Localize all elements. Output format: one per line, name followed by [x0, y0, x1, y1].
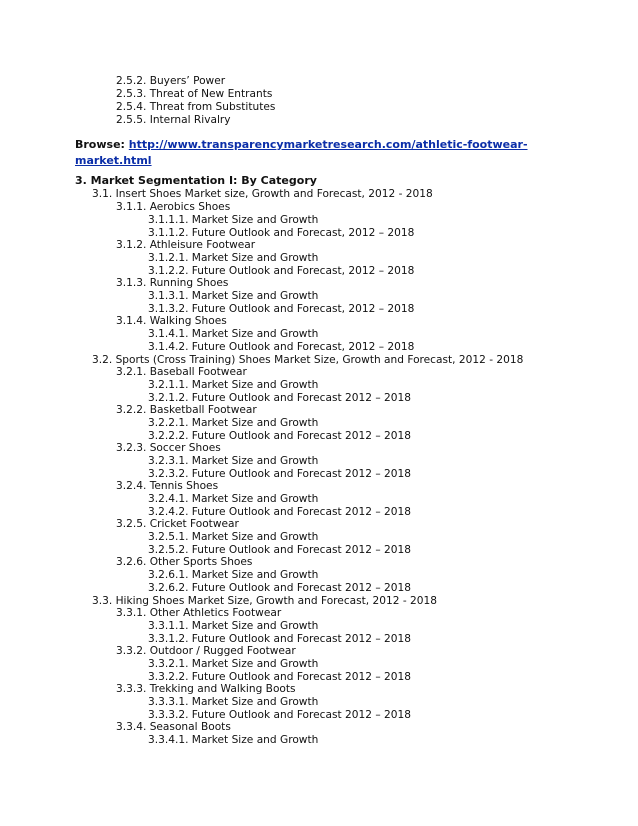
toc-entry: 3.1.3.1. Market Size and Growth: [148, 290, 319, 302]
toc-entry-2-5-4: 2.5.4. Threat from Substitutes: [116, 101, 276, 113]
toc-entry: 3.1.2. Athleisure Footwear: [116, 239, 256, 251]
toc-entry: 3.2.5. Cricket Footwear: [116, 518, 239, 530]
toc-entry-2-5-5: 2.5.5. Internal Rivalry: [116, 114, 231, 126]
toc-entry: 3.3. Hiking Shoes Market Size, Growth and Forecast, 2012 - 2018: [92, 595, 438, 607]
toc-entry: 3.2.3. Soccer Shoes: [116, 442, 221, 454]
toc-entry: 3.2.4. Tennis Shoes: [116, 480, 219, 492]
toc-entry: 3.1.2.1. Market Size and Growth: [148, 252, 319, 264]
toc-entry: 3.1.3. Running Shoes: [116, 277, 229, 289]
toc-entry: 3.2.5.2. Future Outlook and Forecast 2012 – 2018: [148, 544, 411, 556]
toc-entry: 3.1.4.1. Market Size and Growth: [148, 328, 319, 340]
toc-entry-2-5-3: 2.5.3. Threat of New Entrants: [116, 88, 273, 100]
toc-entry: 3.1.3.2. Future Outlook and Forecast, 2012 – 2018: [148, 303, 415, 315]
section-heading: 3. Market Segmentation I: By Category: [75, 174, 317, 187]
toc-entry: 3.1.4.2. Future Outlook and Forecast, 2012 – 2018: [148, 341, 415, 353]
toc-entry: 3.2.3.1. Market Size and Growth: [148, 455, 319, 467]
toc-entry: 3.2.2.2. Future Outlook and Forecast 2012 – 2018: [148, 430, 411, 442]
toc-entry: 3.2.4.1. Market Size and Growth: [148, 493, 319, 505]
toc-entry: 3.1.1.1. Market Size and Growth: [148, 214, 319, 226]
toc-entry: 3.2.6.2. Future Outlook and Forecast 2012 – 2018: [148, 582, 411, 594]
toc-entry: 3.3.1.1. Market Size and Growth: [148, 620, 319, 632]
browse-paragraph: [75, 137, 555, 169]
toc-entry: 3.2.1.2. Future Outlook and Forecast 2012 – 2018: [148, 392, 411, 404]
toc-entry: 3.3.3.2. Future Outlook and Forecast 2012 – 2018: [148, 709, 411, 721]
toc-entry: 3.2.5.1. Market Size and Growth: [148, 531, 319, 543]
toc-entry: 3.3.1. Other Athletics Footwear: [116, 607, 282, 619]
toc-entry: 3.1.2.2. Future Outlook and Forecast, 2012 – 2018: [148, 265, 415, 277]
toc-entry: 3.2.2. Basketball Footwear: [116, 404, 257, 416]
browse-link[interactable]: http://www.transparencymarketresearch.com/athletic-footwear-market.html: [75, 138, 528, 167]
toc-entry: 3.3.2.1. Market Size and Growth: [148, 658, 319, 670]
toc-entry: 3.3.3. Trekking and Walking Boots: [116, 683, 296, 695]
browse-label: Browse:: [75, 138, 125, 151]
toc-entry: 3.1.1.2. Future Outlook and Forecast, 2012 – 2018: [148, 227, 415, 239]
toc-entry: 3.3.2. Outdoor / Rugged Footwear: [116, 645, 296, 657]
toc-entry: 3.3.4. Seasonal Boots: [116, 721, 231, 733]
toc-entry: 3.2. Sports (Cross Training) Shoes Market Size, Growth and Forecast, 2012 - 2018: [92, 354, 524, 366]
toc-entry: 3.3.4.1. Market Size and Growth: [148, 734, 319, 746]
toc-entry: 3.1.4. Walking Shoes: [116, 315, 227, 327]
toc-entry: 3.1.1. Aerobics Shoes: [116, 201, 231, 213]
toc-entry: 3.3.2.2. Future Outlook and Forecast 2012 – 2018: [148, 671, 411, 683]
toc-entry: 3.2.3.2. Future Outlook and Forecast 2012 – 2018: [148, 468, 411, 480]
toc-entry: 3.2.1.1. Market Size and Growth: [148, 379, 319, 391]
toc-entry: 3.2.2.1. Market Size and Growth: [148, 417, 319, 429]
toc-entry: 3.2.1. Baseball Footwear: [116, 366, 247, 378]
toc-entry: 3.2.6. Other Sports Shoes: [116, 556, 253, 568]
toc-entry: 3.1. Insert Shoes Market size, Growth and Forecast, 2012 - 2018: [92, 188, 433, 200]
toc-entry: 3.2.6.1. Market Size and Growth: [148, 569, 319, 581]
toc-entry-2-5-2: 2.5.2. Buyers’ Power: [116, 75, 226, 87]
toc-entry: 3.2.4.2. Future Outlook and Forecast 2012 – 2018: [148, 506, 411, 518]
toc-entry: 3.3.1.2. Future Outlook and Forecast 2012 – 2018: [148, 633, 411, 645]
toc-entry: 3.3.3.1. Market Size and Growth: [148, 696, 319, 708]
